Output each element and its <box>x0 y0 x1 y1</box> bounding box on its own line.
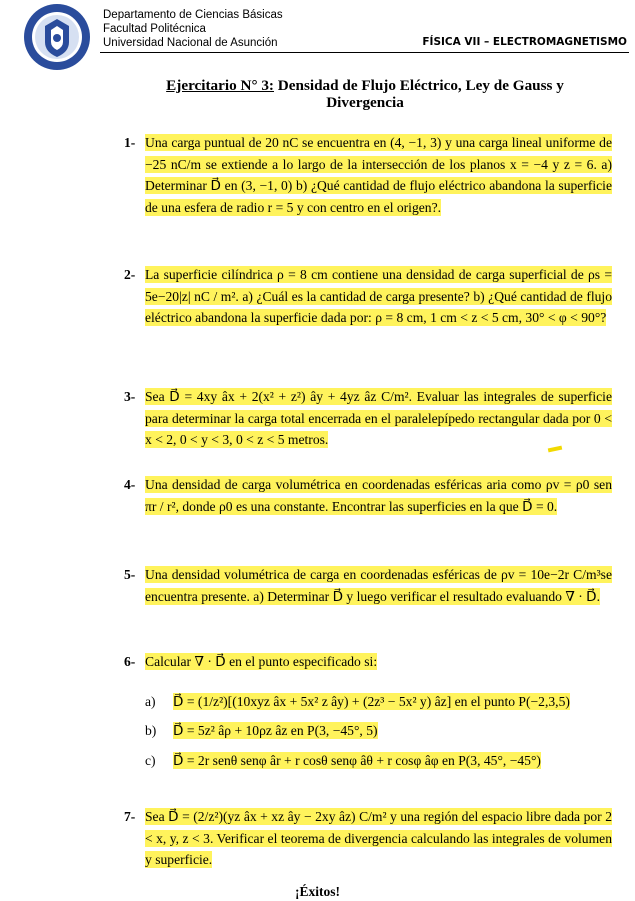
exercise-number: 1- <box>124 135 136 150</box>
university-line: Universidad Nacional de Asunción <box>103 37 278 49</box>
department-header <box>103 8 283 50</box>
department-line: Departamento de Ciencias Básicas <box>103 9 283 21</box>
exercise-number: 7- <box>124 809 136 824</box>
exercise-number: 5- <box>124 567 136 582</box>
exercise-text: Una densidad volumétrica de carga en coordenadas esféricas de ρv = 10e−2r C/m³se encuentra presente. a) Determinar D⃗ y luego verificar el resultado evaluando ∇ · D⃗. <box>145 567 612 604</box>
exercise-text: Calcular ∇ · D⃗ en el punto especificado si: <box>145 654 378 669</box>
exercise-6-item-a <box>145 691 612 713</box>
exercise-7 <box>124 806 612 871</box>
exercise-number: 4- <box>124 477 136 492</box>
exercise-5 <box>124 564 612 607</box>
exercise-text: Una carga puntual de 20 nC se encuentra en (4, −1, 3) y una carga lineal uniforme de −25 nC/m se extiende a lo largo de la intersección de los planos x = −4 y z = 6. a) Determinar D⃗ en (3, −1, 0) b) ¿Qué cantidad de flujo eléctrico abandona la superficie de una esfera de radio r = 5 y con centro en el origen?. <box>145 135 612 215</box>
item-label: c) <box>145 752 156 768</box>
exercise-text: Sea D⃗ = 4xy âx + 2(x² + z²) ây + 4yz âz C/m². Evaluar las integrales de superficie para determinar la carga total encerrada en el paralelepípedo rectangular dada por 0 < x < 2, 0 < y < 3, 0 < z < 5 metros. <box>145 389 612 447</box>
exercise-text: La superficie cilíndrica ρ = 8 cm contiene una densidad de carga superficial de ρs = 5e−20|z| nC / m². a) ¿Cuál es la cantidad de carga presente? b) ¿Qué cantidad de flujo eléctrico abandona la superficie dada por: ρ = 8 cm, 1 cm < z < 5 cm, 30° < φ < 90°? <box>145 267 612 325</box>
exercise-number: 3- <box>124 389 136 404</box>
exercise-3 <box>124 386 612 451</box>
title-prefix: Ejercitario N° 3: <box>166 77 274 94</box>
item-label: b) <box>145 723 157 738</box>
exercise-6 <box>124 651 612 771</box>
exercise-6-item-b <box>145 720 612 742</box>
title-text: Densidad de Flujo Eléctrico, Ley de Gauss y Divergencia <box>274 77 564 111</box>
university-seal-logo <box>22 2 92 72</box>
exercise-4 <box>124 474 612 517</box>
faculty-line: Facultad Politécnica <box>103 23 206 35</box>
exercise-2 <box>124 264 612 329</box>
item-text: D⃗ = 5z² âρ + 10ρz âz en P(3, −45°, 5) <box>173 723 378 738</box>
header-rule <box>100 52 629 53</box>
exercise-6-item-c <box>145 750 612 772</box>
item-text: D⃗ = 2r senθ senφ âr + r cosθ senφ âθ + r cosφ âφ en P(3, 45°, −45°) <box>173 752 541 768</box>
item-text: D⃗ = (1/z²)[(10xyz âx + 5x² z ây) + (2z³ − 5x² y) âz] en el punto P(−2,3,5) <box>173 693 570 709</box>
exercise-1 <box>124 132 612 218</box>
exercise-text: Una densidad de carga volumétrica en coordenadas esféricas aria como ρv = ρ0 sen πr / r², donde ρ0 es una constante. Encontrar las superficies en la que D⃗ = 0. <box>145 477 612 514</box>
exercise-number: 2- <box>124 267 136 282</box>
item-label: a) <box>145 693 156 709</box>
course-name: FÍSICA VII – ELECTROMAGNETISMO <box>422 36 627 48</box>
exercise-number: 6- <box>124 654 136 669</box>
exercise-text: Sea D⃗ = (2/z²)(yz âx + xz ây − 2xy âz) C/m² y una región del espacio libre dada por 2 < x, y, z < 3. Verificar el teorema de divergencia calculando las integrales de volumen y superficie. <box>145 809 612 867</box>
closing-text: ¡Éxitos! <box>295 884 340 899</box>
page-title <box>130 77 600 111</box>
